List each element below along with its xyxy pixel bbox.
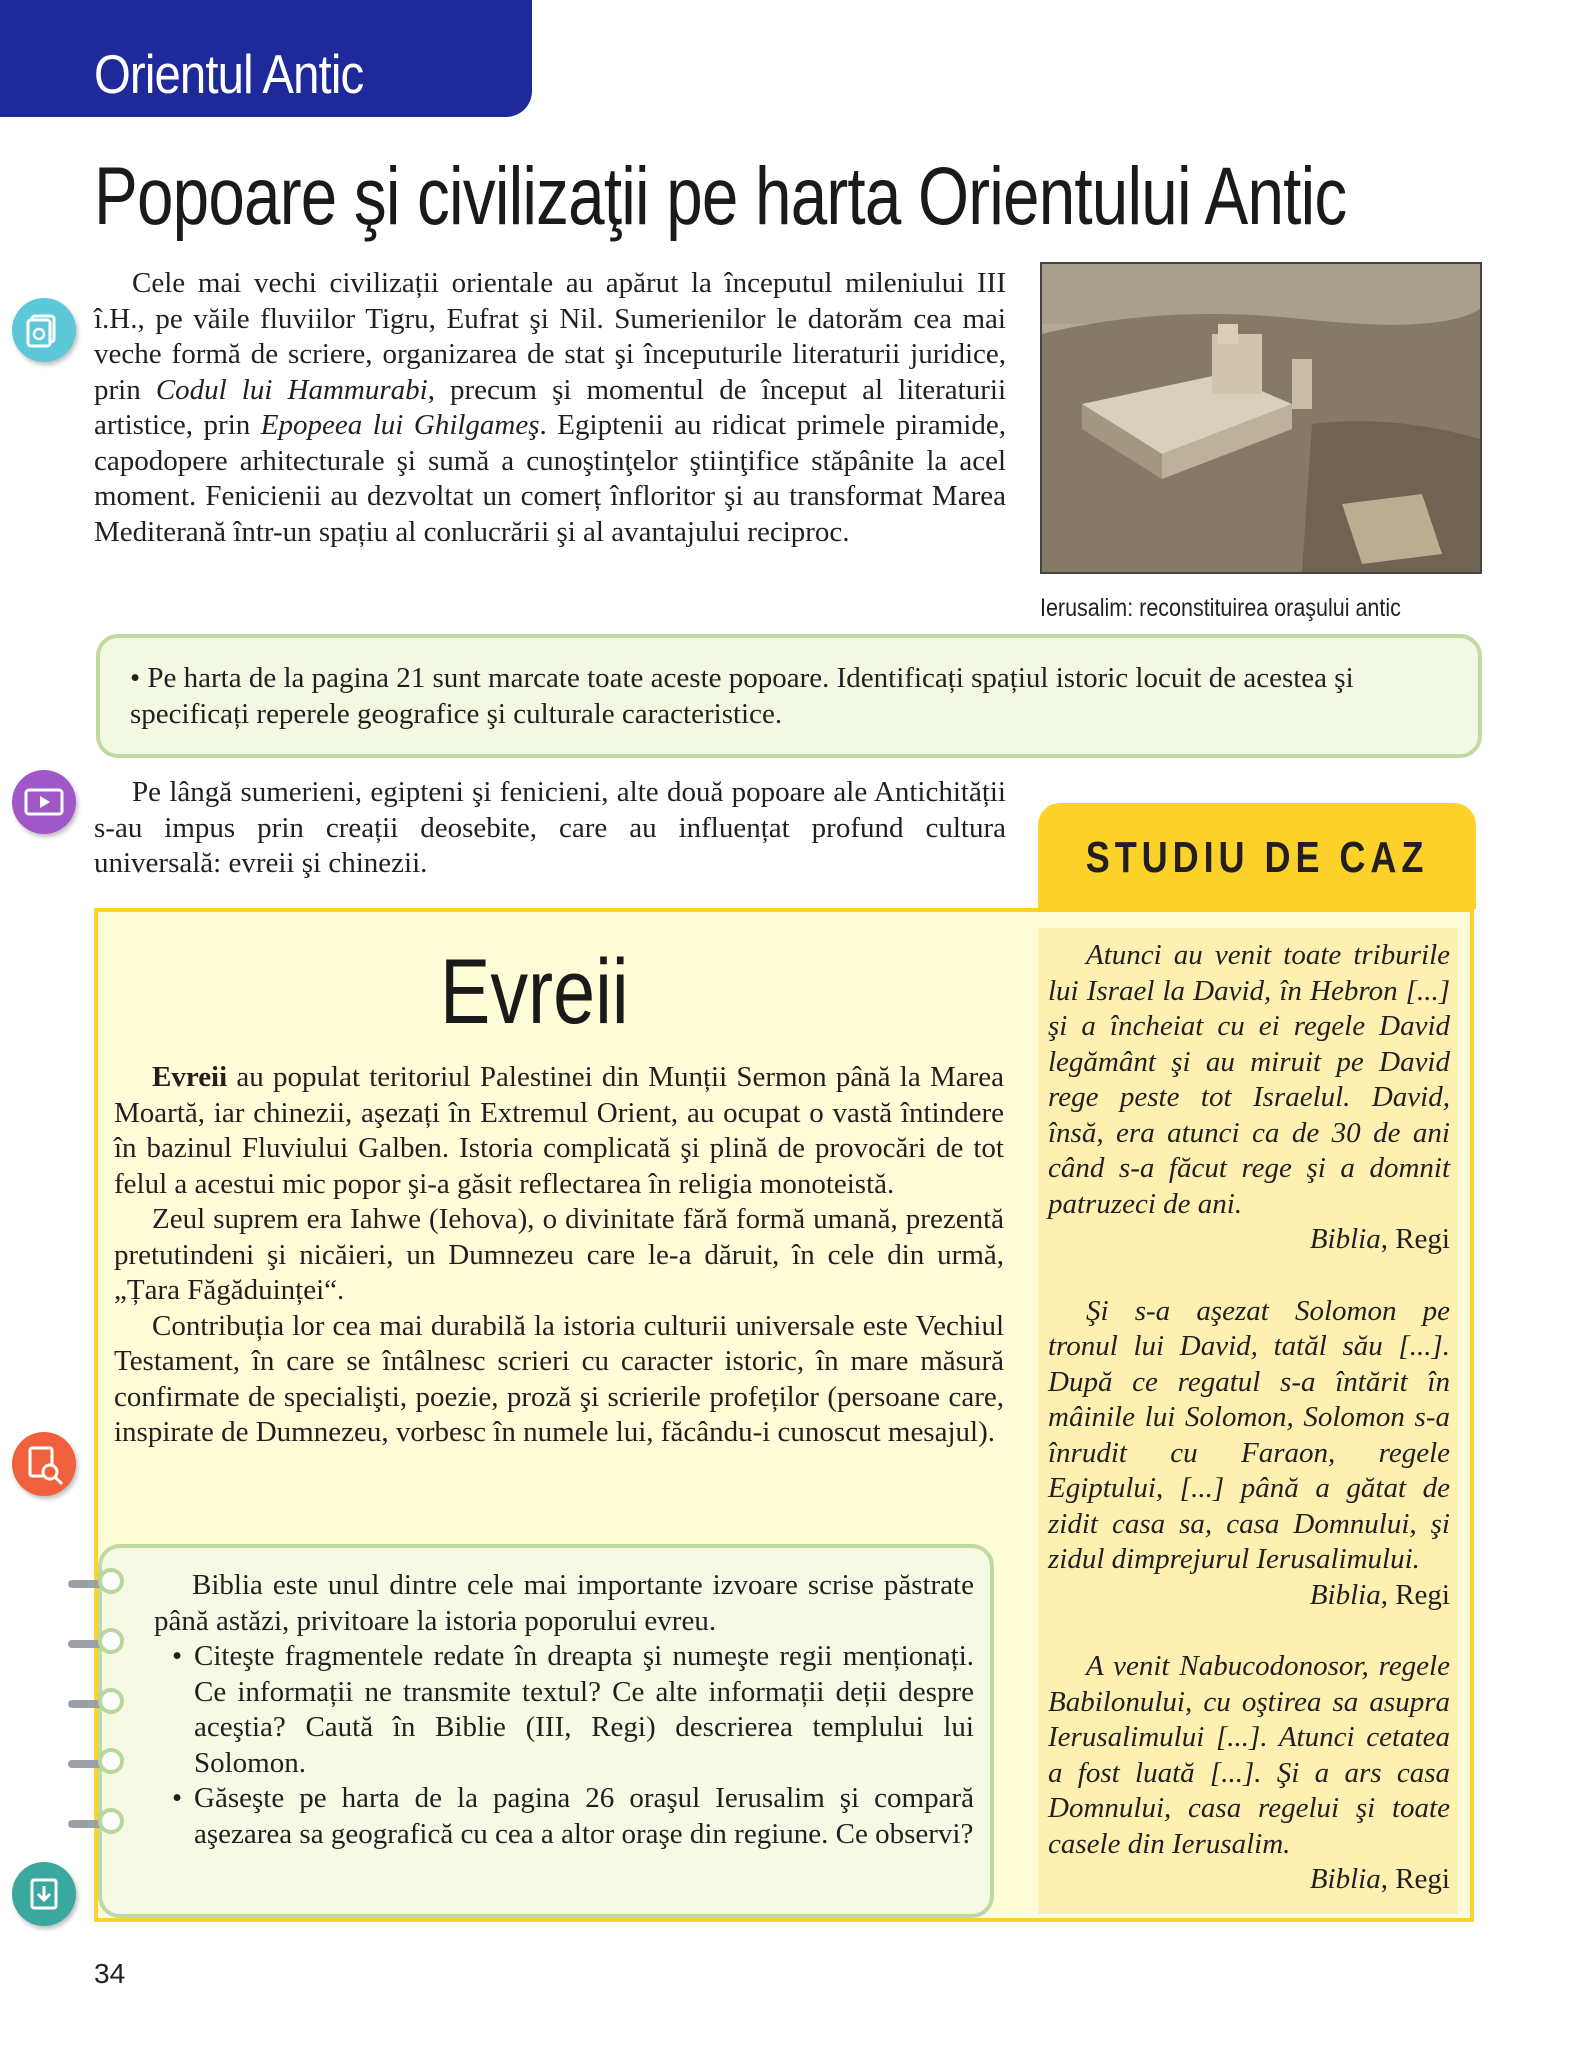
page-number: 34 [94, 1958, 126, 1989]
intro-paragraph-2: Pe lângă sumerieni, egipteni şi fenicieni, alte două popoare ale Antichității s-au impus prin creații deosebite, care au influențat profund cultura universală: evreii şi chinezii. [94, 776, 1006, 879]
quote-text: A venit Nabucodonosor, regele Babilonului, cu oştirea sa asupra Ierusalimului [...]. Atunci cetatea a fost luată [...]. Şi a ars casa Domnului, casa regelui şi toate casele din Ierusalim. [1048, 1650, 1450, 1860]
task-2-list [154, 1639, 974, 1852]
jerusalem-photo [1040, 262, 1482, 574]
case-study-heading: STUDIU DE CAZ [1085, 833, 1429, 882]
evreii-text: Evreii au populat teritoriul Palestinei din Munții Sermon până la Marea Moartă, iar chinezii, aşezați în Extremul Orient, au ocupat o vastă întindere în bazinul Fluviului Galben. Istoria complicată şi plină de provocări de tot felul a acestui mic popor şi-a găsit reflectarea în religia monoteistă. Zeul suprem era Iahwe (Iehova), o divinitate fără formă umană, prezentă pretutindeni şi nicăieri, un Dumnezeu care le-a dăruit, în cele din urmă, „Țara Făgăduinței“. Contribuția lor cea mai durabilă la istoria culturii universale este Vechiul Testament, în care se întâlnesc scrieri cu caracter istoric, în mare măsură confirmate de specialişti, poezie, proză şi scrierile profeților (persoane care, inspirate de Dumnezeu, vorbesc în numele lui, făcându-i cunoscut mesajul). [114, 1061, 1004, 1448]
page-title: Popoare şi civilizaţii pe harta Orientului Antic [94, 151, 1347, 242]
task-box-1 [96, 634, 1482, 758]
task-box-2 [98, 1544, 994, 1918]
video-icon[interactable] [12, 770, 76, 834]
photo-caption: Ierusalim: reconstituirea oraşului antic [1040, 594, 1401, 622]
case-study-quotes [1048, 938, 1450, 1898]
search-document-icon[interactable] [12, 1432, 76, 1496]
section-label: Orientul Antic [94, 43, 364, 105]
list-item: • Găseşte pe harta de la pagina 26 oraşul Ierusalim şi compară aşezarea sa geografică cu cea a altor oraşe din regiune. Ce observi? [194, 1781, 974, 1852]
list-item: • Citeşte fragmentele redate în dreapta şi numeşte regii menționați. Ce informații ne transmite textul? Ce alte informații deții despre aceştia? Caută în Biblie (III, Regi) descrierea templului lui Solomon. [194, 1639, 974, 1781]
section-tab [0, 0, 532, 117]
notebook-ring [68, 1576, 124, 1594]
gallery-icon[interactable] [12, 298, 76, 362]
quote-text: Atunci au venit toate triburile lui Israel la David, în Hebron [...] şi a încheiat cu ei regele David legământ şi au miruit pe David rege peste tot Israelul. David, însă, era atunci ca de 30 de ani când s-a făcut rege şi a domnit patruzeci de ani. [1048, 939, 1450, 1220]
quote-text: Şi s-a aşezat Solomon pe tronul lui David, tatăl său [...]. După ce regatul s-a întărit în mâinile lui Solomon, Solomon s-a înrudit cu Faraon, regele Egiptului, [...] până a gătat de zidit casa sa, casa Domnului, şi zidul dimprejurul Ierusalimului. [1048, 1294, 1450, 1575]
notebook-ring [68, 1816, 124, 1834]
download-icon[interactable] [12, 1862, 76, 1926]
quote-source: Biblia, Regi [1309, 1578, 1450, 1611]
task-1-text: • Pe harta de la pagina 21 sunt marcate toate aceste popoare. Identificați spațiul istoric locuit de acestea şi specificați reperele geografice şi culturale caracteristice. [130, 662, 1354, 730]
notebook-ring [68, 1756, 124, 1774]
quote-source: Biblia, Regi [1309, 1863, 1450, 1895]
notebook-ring [68, 1636, 124, 1654]
section-title: Evreii [440, 941, 629, 1043]
notebook-ring [68, 1696, 124, 1714]
intro-paragraph: Cele mai vechi civilizații orientale au apărut la începutul mileniului III î.H., pe văile fluviilor Tigru, Eufrat şi Nil. Sumerienilor le datorăm cea mai veche formă de scriere, organizarea de stat şi începuturile literaturii juridice, prin Codul lui Hammurabi, precum şi momentul de început al literaturii artistice, prin Epopeea lui Ghilgameş. Egiptenii au ridicat primele piramide, capodopere arhitecturale şi sumă a cunoştinţelor ştiinţifice stăpânite la acel moment. Fenicienii au dezvoltat un comerț înfloritor şi au transformat Marea Mediterană într-un spațiu al conlucrării şi al avantajului reciproc. [94, 267, 1007, 548]
case-study-header [1038, 803, 1476, 909]
quote-source: Biblia, Regi [1309, 1223, 1450, 1255]
task-2-text: Biblia este unul dintre cele mai importante izvoare scrise păstrate până astăzi, privitoare la istoria poporului evreu. • Citeşte fragmentele redate în dreapta şi numeşte regii menționați. Ce informații ne transmite textul? Ce alte informații deții despre aceştia? Caută în Biblie (III, Regi) descrierea templului lui Solomon. • Găseşte pe harta de la pagina 26 oraşul Ierusalim şi compară aşezarea sa geografică cu cea a altor oraşe din regiune. Ce observi? [154, 1568, 974, 1852]
bullet: • [130, 662, 148, 694]
